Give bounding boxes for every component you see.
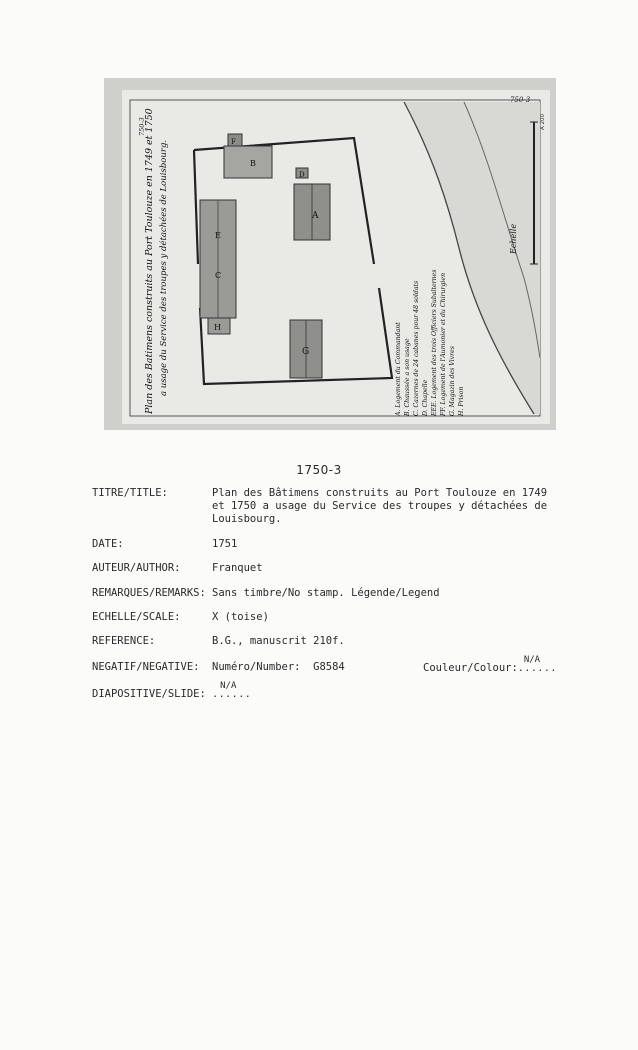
reference-label: REFERENCE: bbox=[92, 635, 156, 647]
svg-text:Plan des Batimens construits a: Plan des Batimens construits au Port Toulouze en 1749 et 1750 bbox=[144, 108, 155, 414]
svg-text:D. Chapelle: D. Chapelle bbox=[422, 379, 429, 416]
slide-value: N/A bbox=[220, 681, 237, 691]
letter-D: D bbox=[299, 171, 305, 179]
svg-text:C. Cazernes de 24 cabanes pour: C. Cazernes de 24 cabanes pour 48 soldats bbox=[413, 280, 420, 416]
title-value: Plan des Bâtimens construits au Port Toulouze en 1749 et 1750 a usage du Service des troupes y détachées de Louisbourg. bbox=[212, 487, 548, 525]
svg-text:EEE. Logement des trois Offici: EEE. Logement des trois Officiers Subalternes bbox=[431, 269, 438, 416]
map-photograph bbox=[104, 78, 556, 430]
building-B bbox=[224, 146, 272, 178]
map-drawing bbox=[104, 78, 556, 430]
date-label: DATE: bbox=[92, 538, 124, 550]
corner-number: 750-3 bbox=[510, 96, 531, 104]
negative-label: NEGATIF/NEGATIVE: bbox=[92, 661, 200, 673]
side-number: 750-3 bbox=[138, 117, 146, 136]
colour-value-group bbox=[517, 655, 557, 675]
colour-value: N/A bbox=[523, 655, 541, 665]
remarks-value: Sans timbre/No stamp. Légende/Legend bbox=[212, 587, 440, 599]
date-value: 1751 bbox=[212, 538, 238, 550]
author-value: Franquet bbox=[212, 562, 263, 574]
remarks-label: REMARQUES/REMARKS: bbox=[92, 587, 206, 599]
title-label: TITRE/TITLE: bbox=[92, 487, 168, 499]
scale-value: X (toise) bbox=[212, 611, 269, 623]
letter-H: H bbox=[214, 323, 221, 332]
letter-C: C bbox=[215, 271, 222, 280]
slide-value-group bbox=[212, 681, 252, 701]
letter-G: G bbox=[302, 347, 310, 357]
reference-value: B.G., manuscrit 210f. bbox=[212, 635, 345, 647]
negative-value: Numéro/Number: G8584 bbox=[212, 661, 345, 673]
colour-dots: ...... bbox=[517, 663, 557, 674]
letter-A: A bbox=[312, 211, 319, 221]
slide-label: DIAPOSITIVE/SLIDE: bbox=[92, 688, 206, 700]
svg-text:FF. Logement de l'Aumonier et: FF. Logement de l'Aumonier et du Chirurgien bbox=[440, 272, 447, 416]
svg-text:G. Magazin des Vivres: G. Magazin des Vivres bbox=[449, 346, 456, 416]
svg-text:A. Logement du Commandant: A. Logement du Commandant bbox=[395, 322, 402, 416]
scale-field-label: ECHELLE/SCALE: bbox=[92, 611, 181, 623]
colour-label: Couleur/Colour: bbox=[423, 662, 518, 674]
svg-text:a usage du Service des troupes: a usage du Service des troupes y détachées de Louisbourg. bbox=[159, 139, 169, 396]
svg-text:H. Prison: H. Prison bbox=[458, 386, 465, 416]
letter-B: B bbox=[250, 159, 256, 168]
scale-number: A 200 bbox=[540, 113, 546, 130]
colour-field bbox=[423, 655, 557, 675]
scale-label: Echelle bbox=[509, 223, 518, 254]
author-label: AUTEUR/AUTHOR: bbox=[92, 562, 181, 574]
plate-number: 1750-3 bbox=[296, 463, 342, 477]
letter-F: F bbox=[231, 138, 236, 146]
letter-E: E bbox=[215, 231, 221, 240]
slide-field bbox=[92, 681, 252, 701]
svg-text:B. Chaussée a son usage: B. Chaussée a son usage bbox=[404, 338, 411, 416]
slide-dots: ...... bbox=[212, 689, 252, 700]
